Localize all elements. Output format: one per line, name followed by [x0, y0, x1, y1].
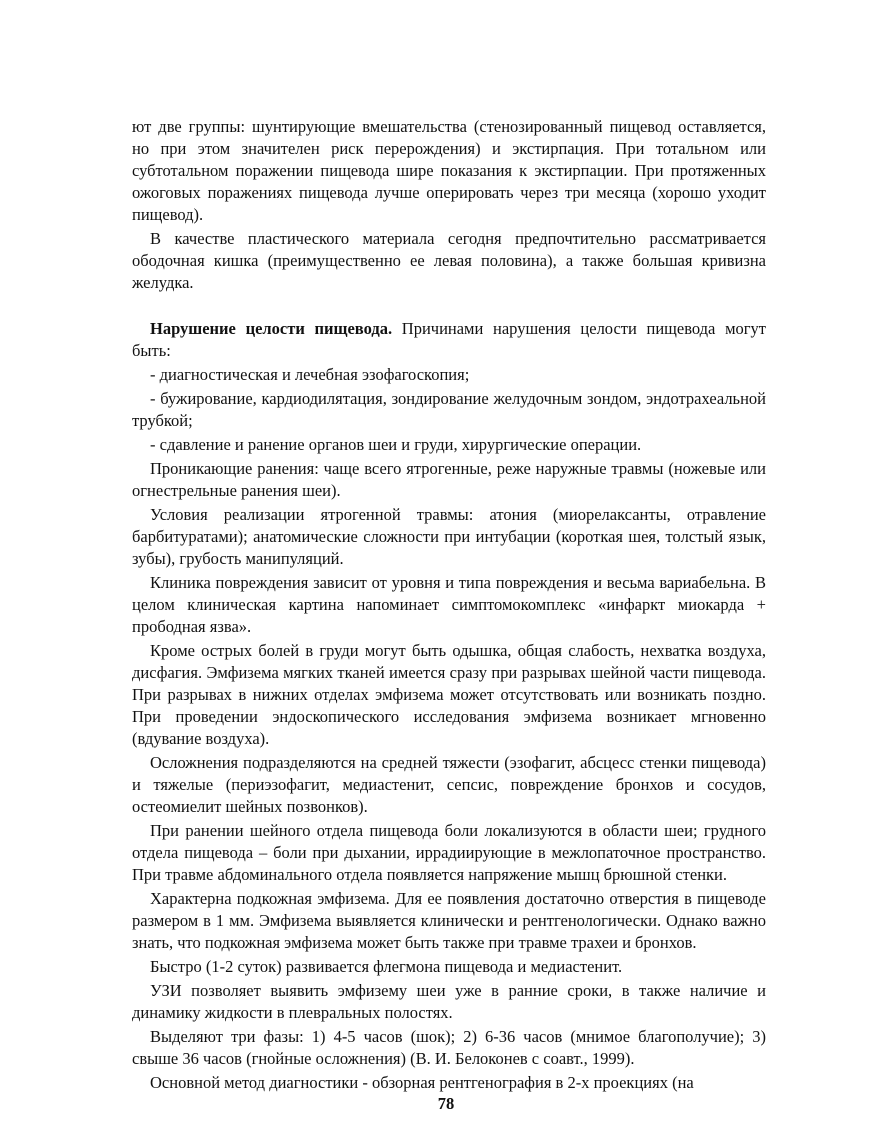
- section-intro: [132, 318, 766, 362]
- paragraph-continuation: ют две группы: шунтирующие вмешательства (стенозированный пищевод оставляется, но при этом значителен риск перерождения) и экстирпация. При тотальном или субтотальном поражении пищевода шире показания к экстирпации. При протяженных ожоговых поражениях пищевода лучше оперировать через три месяца (хорошо уходит пищевод).: [132, 117, 766, 224]
- text-block: [132, 116, 766, 1096]
- paragraph-penetrating-wounds: Проникающие ранения: чаще всего ятрогенные, реже наружные травмы (ножевые или огнестрельные ранения шеи).: [132, 459, 766, 500]
- list-item: - бужирование, кардиодилятация, зондирование желудочным зондом, эндотрахеальной трубкой;: [132, 389, 766, 430]
- paragraph-plastic-material: В качестве пластического материала сегодня предпочтительно рассматривается ободочная кишка (преимущественно ее левая половина), а также большая кривизна желудка.: [132, 229, 766, 292]
- paragraph-emphysema: Характерна подкожная эмфизема. Для ее появления достаточно отверстия в пищеводе размером в 1 мм. Эмфизема выявляется клинически и рентгенологически. Однако важно знать, что подкожная эмфизема может быть также при травме трахеи и бронхов.: [132, 889, 766, 952]
- paragraph-iatrogenic-conditions: Условия реализации ятрогенной травмы: атония (миорелаксанты, отравление барбитуратами); анатомические сложности при интубации (короткая шея, толстый язык, зубы), грубость манипуляций.: [132, 505, 766, 568]
- paragraph-symptoms: Кроме острых болей в груди могут быть одышка, общая слабость, нехватка воздуха, дисфагия. Эмфизема мягких тканей имеется сразу при разрывах шейной части пищевода. При разрывах в нижних отделах эмфизема может отсутствовать или возникать поздно. При проведении эндоскопического исследования эмфизема возникает мгновенно (вдувание воздуха).: [132, 641, 766, 748]
- paragraph-pain-localization: При ранении шейного отдела пищевода боли локализуются в области шеи; грудного отдела пищевода – боли при дыхании, иррадиирующие в межлопаточное пространство. При травме абдоминального отдела появляется напряжение мышц брюшной стенки.: [132, 821, 766, 884]
- section-lead: Причинами нарушения целости пищевода могут быть:: [132, 319, 766, 360]
- list-item: - диагностическая и лечебная эзофагоскопия;: [150, 365, 470, 384]
- page-number: 78: [437, 1094, 455, 1113]
- paragraph-ultrasound: УЗИ позволяет выявить эмфизему шеи уже в ранние сроки, в также наличие и динамику жидкости в плевральных полостях.: [132, 981, 766, 1022]
- paragraph-phlegmon: Быстро (1-2 суток) развивается флегмона пищевода и медиастенит.: [150, 957, 623, 976]
- list-item: - сдавление и ранение органов шеи и груди, хирургические операции.: [150, 435, 642, 454]
- section-heading: Нарушение целости пищевода.: [150, 319, 393, 338]
- paragraph-clinic: Клиника повреждения зависит от уровня и типа повреждения и весьма вариабельна. В целом клиническая картина напоминает симптомокомплекс «инфаркт миокарда + прободная язва».: [132, 573, 766, 636]
- paragraph-phases: Выделяют три фазы: 1) 4-5 часов (шок); 2) 6-36 часов (мнимое благополучие); 3) свыше 36 часов (гнойные осложнения) (В. И. Белоконев с соавт., 1999).: [132, 1027, 766, 1068]
- paragraph-complications: Осложнения подразделяются на средней тяжести (эзофагит, абсцесс стенки пищевода) и тяжелые (периэзофагит, медиастенит, сепсис, повреждение бронхов и сосудов, остеомиелит шейных позвонков).: [132, 753, 766, 816]
- paragraph-diagnostics: Основной метод диагностики - обзорная рентгенография в 2-х проекциях (на: [150, 1073, 694, 1092]
